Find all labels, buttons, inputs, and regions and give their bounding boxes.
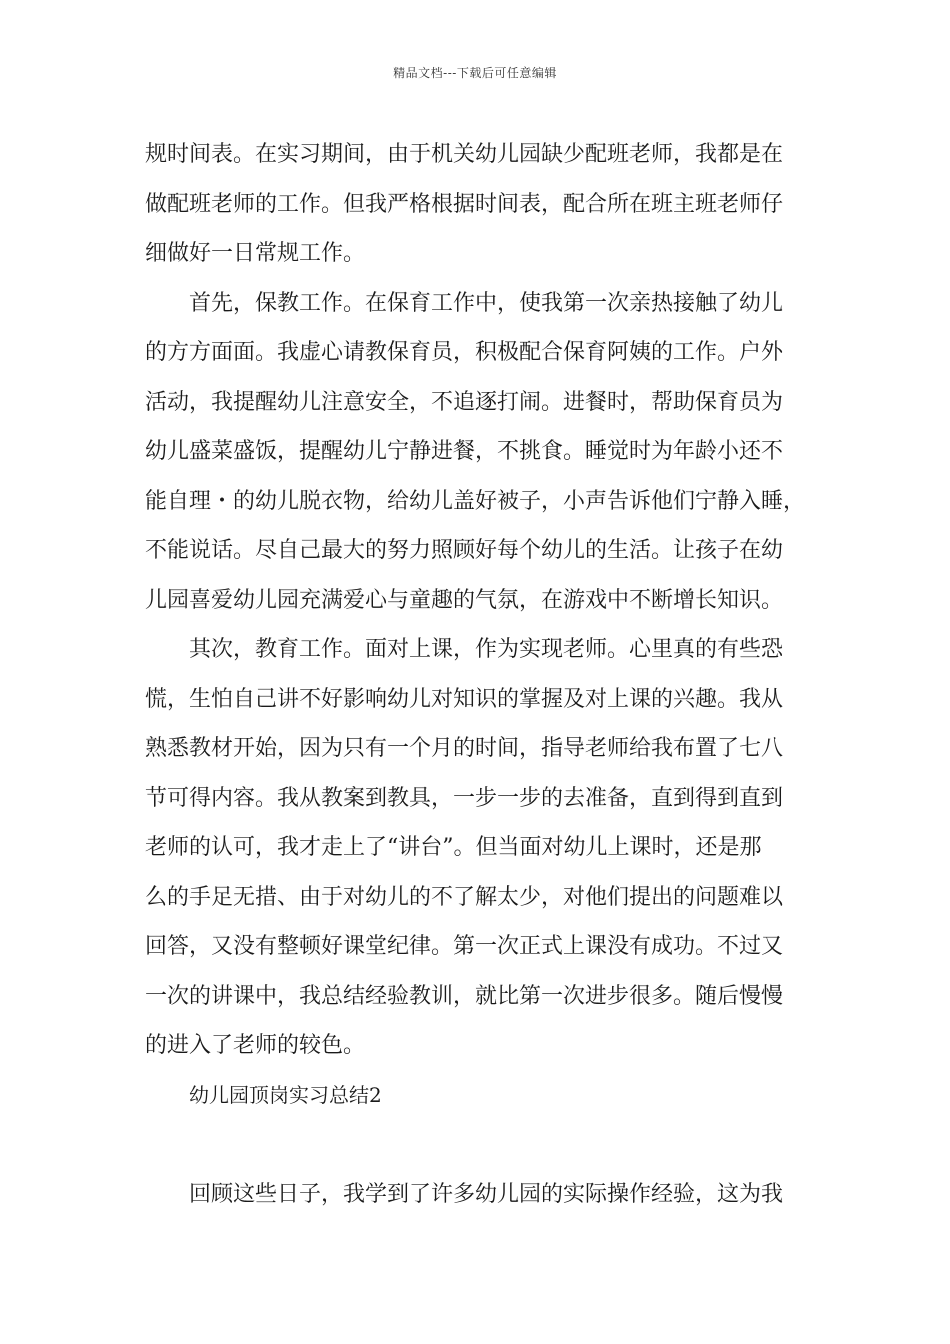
paragraph-start-line: 回顾这些日子，我学到了许多幼儿园的实际操作经验，这为我 <box>189 1181 784 1207</box>
body-line: 慌，生怕自己讲不好影响幼儿对知识的掌握及对上课的兴趣。我从 <box>145 686 784 712</box>
body-line: 回答，又没有整顿好课堂纪律。第一次正式上课没有成功。不过又 <box>145 934 784 959</box>
body-line: 一次的讲课中，我总结经验教训，就比第一次进步很多。随后慢慢 <box>145 983 784 1009</box>
body-line: 的进入了老师的较色。 <box>145 1033 366 1058</box>
section-title: 幼儿园顶岗实习总结2 <box>189 1082 382 1107</box>
body-line: 不能说话。尽自己最大的努力照顾好每个幼儿的生活。让孩子在幼 <box>145 538 784 563</box>
paragraph-start-line: 其次，教育工作。面对上课，作为实现老师。心里真的有些恐 <box>189 637 784 662</box>
document-body <box>145 130 807 1219</box>
body-line: 的方方面面。我虚心请教保育员，积极配合保育阿姨的工作。户外 <box>145 340 784 365</box>
page-header: 精品文档---下载后可任意编辑 <box>393 66 557 80</box>
body-line: 幼儿盛菜盛饭，提醒幼儿宁静进餐，不挑食。睡觉时为年龄小还不 <box>145 439 784 464</box>
paragraph-start-line: 首先，保教工作。在保育工作中，使我第一次亲热接触了幼儿 <box>189 290 784 316</box>
body-line: 规时间表。在实习期间，由于机关幼儿园缺少配班老师，我都是在 <box>145 142 784 167</box>
body-line: 节可得内容。我从教案到教具，一步一步的去准备，直到得到直到 <box>145 785 784 811</box>
blank-spacer <box>145 1120 807 1170</box>
body-line: 细做好一日常规工作。 <box>145 241 366 266</box>
body-line: 能自理・的幼儿脱衣物，给幼儿盖好被子，小声告诉他们宁静入睡， <box>145 488 806 514</box>
body-line: 么的手足无措、由于对幼儿的不了解太少，对他们提出的问题难以 <box>145 884 784 910</box>
body-line: 老师的认可，我才走上了“讲台”。但当面对幼儿上课时，还是那 <box>145 835 762 860</box>
body-line: 活动，我提醒幼儿注意安全，不追逐打闹。进餐时，帮助保育员为 <box>145 389 784 415</box>
body-line: 儿园喜爱幼儿园充满爱心与童趣的气氛，在游戏中不断增长知识。 <box>145 587 784 613</box>
body-line: 熟悉教材开始，因为只有一个月的时间，指导老师给我布置了七八 <box>145 736 784 761</box>
body-line: 做配班老师的工作。但我严格根据时间表，配合所在班主班老师仔 <box>145 191 784 217</box>
